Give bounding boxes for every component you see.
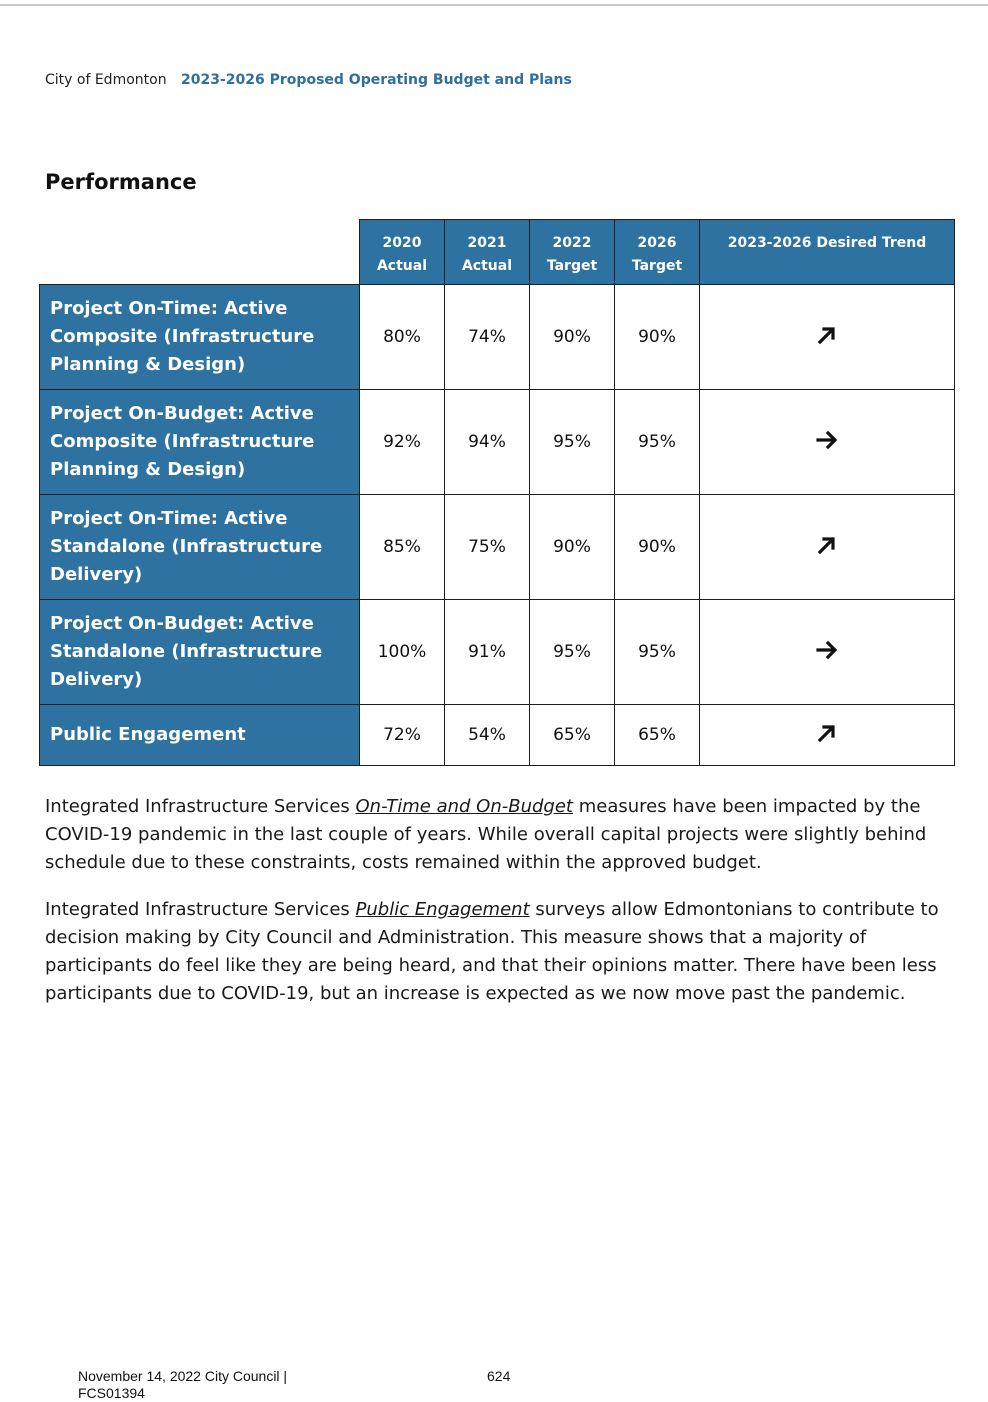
value-2020: 100% xyxy=(360,600,445,705)
trend-cell xyxy=(700,600,955,705)
arrow-up-right-icon xyxy=(816,534,838,556)
value-2020: 72% xyxy=(360,705,445,766)
column-header-line1: 2023-2026 Desired Trend xyxy=(727,235,927,251)
column-header-line1: 2020 xyxy=(382,235,422,251)
value-2022: 95% xyxy=(530,390,615,495)
header-org: City of Edmonton xyxy=(45,72,167,88)
performance-table xyxy=(39,219,955,766)
arrow-right-icon xyxy=(816,639,838,661)
measure-reference: On-Time and On-Budget xyxy=(355,796,573,817)
arrow-up-right-icon xyxy=(816,722,838,744)
arrow-right-icon xyxy=(816,429,838,451)
paragraph-text: measures have been impacted by the COVID-19 pandemic in the last couple of years. While overall capital projects were slightly behind schedule due to these constraints, costs remained within the approved budget. xyxy=(45,796,927,873)
column-header-line2: Target xyxy=(546,258,598,274)
value-2021: 91% xyxy=(445,600,530,705)
table-header-row xyxy=(40,220,955,285)
column-header-line2: Actual xyxy=(461,258,513,274)
footer-meeting: November 14, 2022 City Council | FCS01394 xyxy=(78,1368,288,1401)
paragraph-public-engagement xyxy=(45,896,945,1008)
arrow-up-right-icon xyxy=(816,324,838,346)
value-2022: 90% xyxy=(530,285,615,390)
value-2020: 80% xyxy=(360,285,445,390)
column-header-2022 xyxy=(530,220,615,285)
table-row xyxy=(40,705,955,766)
value-2026: 90% xyxy=(615,495,700,600)
paragraph-on-time-budget xyxy=(45,793,945,877)
trend-cell xyxy=(700,495,955,600)
table-header-blank xyxy=(40,220,360,285)
trend-cell xyxy=(700,705,955,766)
column-header-line1: 2021 xyxy=(467,235,507,251)
page-header xyxy=(45,72,572,88)
value-2021: 75% xyxy=(445,495,530,600)
trend-cell xyxy=(700,285,955,390)
value-2022: 65% xyxy=(530,705,615,766)
value-2026: 95% xyxy=(615,390,700,495)
column-header-line2: Actual xyxy=(376,258,428,274)
row-label: Public Engagement xyxy=(40,705,360,766)
trend-cell xyxy=(700,390,955,495)
table-row xyxy=(40,390,955,495)
column-header-line1: 2022 xyxy=(552,235,592,251)
table-row xyxy=(40,495,955,600)
footer-page-number: 624 xyxy=(487,1368,511,1384)
table-row xyxy=(40,600,955,705)
column-header-line1: 2026 xyxy=(637,235,677,251)
paragraph-text: Integrated Infrastructure Services xyxy=(45,796,356,817)
table-row xyxy=(40,285,955,390)
column-header-2021 xyxy=(445,220,530,285)
value-2026: 65% xyxy=(615,705,700,766)
paragraph-text: surveys allow Edmontonians to contribute to decision making by City Council and Administration. This measure shows that a majority of participants do feel like they are being heard, and that their opinions matter. There have been less participants due to COVID-19, but an increase is expected as we now move past the pandemic. xyxy=(45,899,939,1004)
value-2021: 54% xyxy=(445,705,530,766)
column-header-2020 xyxy=(360,220,445,285)
column-header-2026 xyxy=(615,220,700,285)
measure-reference: Public Engagement xyxy=(355,899,530,920)
value-2021: 74% xyxy=(445,285,530,390)
value-2020: 92% xyxy=(360,390,445,495)
row-label: Project On-Time: Active Standalone (Infrastructure Delivery) xyxy=(40,495,360,600)
paragraph-text: Integrated Infrastructure Services xyxy=(45,899,356,920)
value-2022: 90% xyxy=(530,495,615,600)
row-label: Project On-Budget: Active Standalone (Infrastructure Delivery) xyxy=(40,600,360,705)
value-2026: 95% xyxy=(615,600,700,705)
section-title: Performance xyxy=(45,170,197,194)
top-rule xyxy=(0,4,988,6)
value-2022: 95% xyxy=(530,600,615,705)
column-header-line2: Target xyxy=(631,258,683,274)
row-label: Project On-Time: Active Composite (Infrastructure Planning & Design) xyxy=(40,285,360,390)
row-label: Project On-Budget: Active Composite (Infrastructure Planning & Design) xyxy=(40,390,360,495)
header-doc-title: 2023-2026 Proposed Operating Budget and Plans xyxy=(181,72,572,88)
value-2020: 85% xyxy=(360,495,445,600)
value-2026: 90% xyxy=(615,285,700,390)
column-header-desired-trend xyxy=(700,220,955,285)
value-2021: 94% xyxy=(445,390,530,495)
